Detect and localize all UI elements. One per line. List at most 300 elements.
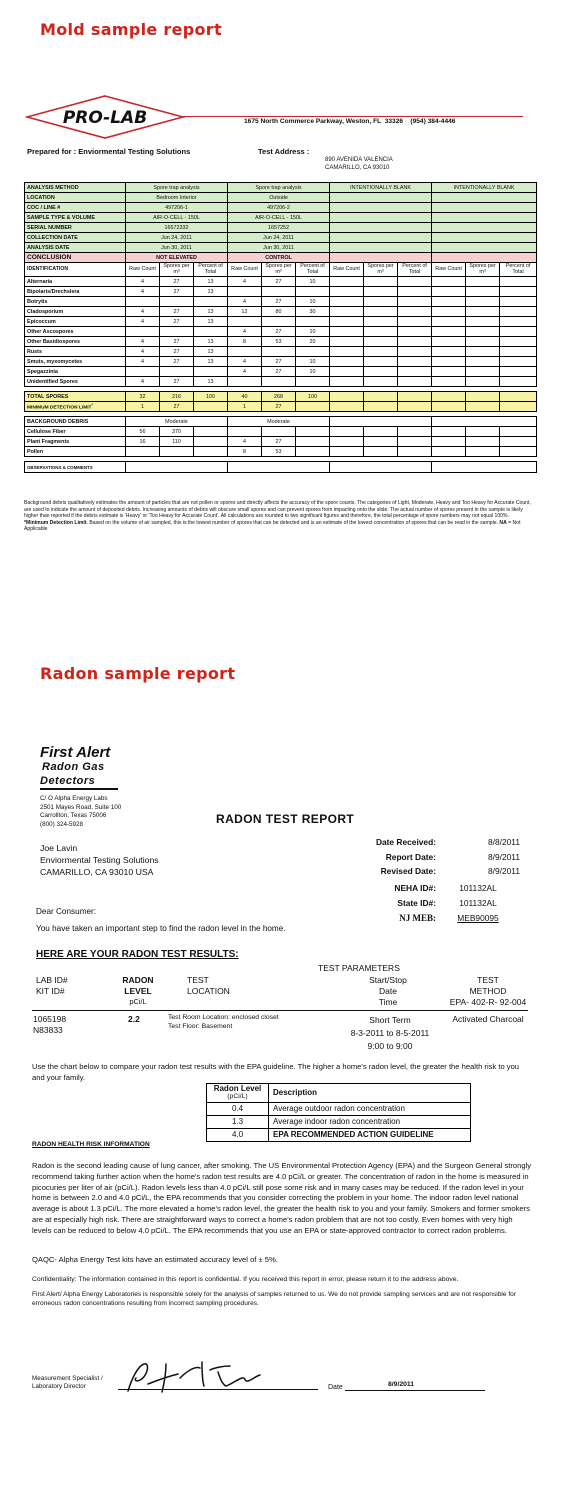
sample1-cell: 13 [194,307,228,317]
ids-block [352,883,520,928]
sample2-cell: 4 [228,297,262,307]
sample2-cell: 4 [228,357,262,367]
header-raw: Raw Count [228,263,262,277]
blank-cell [500,307,537,317]
sample1-cell: 27 [160,377,194,387]
col-test2: TEST [477,975,499,985]
blank-cell [364,392,398,402]
radon-report-title: RADON TEST REPORT [216,812,355,826]
blank-cell [364,427,398,437]
greeting: Dear Consumer: [36,907,97,916]
brand-line1: First Alert [40,744,111,761]
sample2-cell [262,287,296,297]
sample2-cell [296,377,330,387]
sample1-cell: 27 [160,317,194,327]
organism-row [25,377,537,387]
sample1-value: 497206-1 [126,203,228,213]
sample1-cell: 4 [126,337,160,347]
sample4-value [432,213,537,223]
test-address-line1: 890 AVENIDA VALENCIA [325,157,393,163]
lab-address-block [40,795,121,829]
info-label: SAMPLE TYPE & VOLUME [25,213,126,223]
level-desc: Average indoor radon concentration [269,1115,471,1128]
notes-na-text: = Not Applicable [24,519,521,533]
blank-cell [432,437,466,447]
organism-name: Other Basidiospores [25,337,126,347]
organism-row [25,287,537,297]
blank-cell [398,357,432,367]
pro-lab-logo-text: PRO-LAB [62,108,148,128]
date-label: Date Received: [375,837,436,847]
date-label: Report Date: [385,851,436,862]
radon-col-header [118,975,158,1007]
blank-cell [500,287,537,297]
organism-row [25,357,537,367]
sample2-cell: 27 [262,327,296,337]
date-value: 8/9/2011 [488,866,520,876]
organism-name: Botrytis [25,297,126,307]
sample1-cell: 27 [160,357,194,367]
organism-row [25,277,537,287]
id-value: 101132AL [459,883,497,893]
header-spores: Spores per m³ [160,263,194,277]
blank-cell [432,347,466,357]
info-row [25,233,537,243]
debris-sample2-raw: 8 [228,447,262,457]
blank-cell [500,377,537,387]
sample2-cell: 4 [228,327,262,337]
info-row [25,193,537,203]
blank-cell [500,402,537,412]
mdl-sample2-spores: 27 [262,402,296,412]
level-header-row [207,1084,471,1103]
sample4-value: INTENTIONALLY BLANK [432,183,537,193]
blank-cell [466,327,500,337]
health-heading: RADON HEALTH RISK INFORMATION [32,1141,150,1148]
date-value: 8/9/2011 [488,851,520,862]
blank-cell [398,297,432,307]
blank-cell [500,327,537,337]
organism-row [25,307,537,317]
mdl-sample1-raw: 1 [126,402,160,412]
blank-cell [296,437,330,447]
id-label: NJ MEB: [399,913,436,923]
header-raw: Raw Count [126,263,160,277]
blank-cell [398,337,432,347]
sample2-cell: 27 [262,297,296,307]
organism-name: Smuts, myxomycetes [25,357,126,367]
blank-cell [432,357,466,367]
sample1-cell: 4 [126,287,160,297]
id-col-header [36,975,68,997]
blank-cell [466,337,500,347]
blank-cell [330,337,364,347]
sample2-cell: 4 [228,367,262,377]
sample3-value: INTENTIONALLY BLANK [330,183,432,193]
signer-block [32,1375,103,1391]
sample2-cell: 10 [296,327,330,337]
blank-cell [364,337,398,347]
sample2-cell: 27 [262,357,296,367]
info-row [25,203,537,213]
debris-row [25,447,537,457]
blank-cell [466,317,500,327]
blank-cell [330,437,364,447]
blank-cell [466,367,500,377]
id-value: MEB90095 [457,913,499,923]
client-block [40,842,159,879]
sample2-cell: 12 [228,307,262,317]
blank-cell [432,277,466,287]
blank-cell [194,447,228,457]
sample2-cell: 4 [228,277,262,287]
organism-name: Bipolaris/Drechslera [25,287,126,297]
sample2-cell: 27 [262,367,296,377]
observations-cell [330,462,432,473]
sample1-cell: 13 [194,317,228,327]
sample1-cell [126,327,160,337]
organism-row [25,297,537,307]
lab-address: 1675 North Commerce Parkway, Weston, FL 33326 (954) 384-4446 [244,118,456,125]
blank-cell [432,447,466,457]
blank-cell [398,427,432,437]
level-desc: EPA RECOMMENDED ACTION GUIDELINE [269,1128,471,1141]
sample1-cell: 4 [126,277,160,287]
total-sample2: 100 [296,392,330,402]
blank-cell [330,447,364,457]
col-level: LEVEL [124,986,152,997]
organism-name: Epicoccum [25,317,126,327]
blank-cell [364,287,398,297]
mdl-sample1-spores: 27 [160,402,194,412]
info-row [25,243,537,253]
blank-cell [330,307,364,317]
id-row [352,913,520,928]
blank-cell [398,277,432,287]
blank-cell [500,317,537,327]
test-location [168,1013,279,1031]
debris-name: Cellulose Fiber [25,427,126,437]
id-label: State ID#: [397,898,436,908]
blank-cell [330,367,364,377]
level-value: 0.4 [207,1102,269,1115]
signature-line [118,1389,318,1390]
header-spores: Spores per m³ [364,263,398,277]
sample2-value: 1657252 [228,223,330,233]
blank-cell [466,437,500,447]
lab-line4: (800) 324-5928 [40,820,84,828]
blank-cell [466,307,500,317]
total-sample2: 40 [228,392,262,402]
total-sample1: 216 [160,392,194,402]
sample1-cell [194,367,228,377]
sample2-value: Outside [228,193,330,203]
blank-cell [296,402,330,412]
sample2-cell: 27 [262,277,296,287]
sample1-cell: 13 [194,287,228,297]
test-address [325,157,393,172]
sample2-value: AIR-O-CELL - 150L [228,213,330,223]
blank-cell [466,347,500,357]
level-value: 1.3 [207,1115,269,1128]
method-col-header [448,975,528,1008]
sample2-cell [262,317,296,327]
debris-sample1-raw: 56 [126,427,160,437]
sample2-cell: 10 [296,367,330,377]
col-startstop: Start/Stop [369,975,407,985]
sample2-cell: 10 [296,277,330,287]
sample3-value [330,203,432,213]
test-params-label: TEST PARAMETERS [318,963,400,973]
blank-cell [330,327,364,337]
total-sample1: 100 [194,392,228,402]
blank-cell [330,357,364,367]
sample1-value: Spore trap analysis [126,183,228,193]
debris-sample2-raw: 4 [228,437,262,447]
blank-cell [330,392,364,402]
blank-cell [432,377,466,387]
blank-cell [432,367,466,377]
header-pct: Percent of Total [296,263,330,277]
sample2-cell [262,377,296,387]
blank-cell [398,317,432,327]
debris-sample1-count [160,447,194,457]
blank-cell [466,427,500,437]
sample4-value [432,243,537,253]
blank-cell [364,437,398,447]
client-name: Joe Lavin [40,843,78,853]
results-heading: HERE ARE YOUR RADON TEST RESULTS: [36,949,239,960]
blank-cell [432,337,466,347]
sample1-cell [160,297,194,307]
blank-cell [194,427,228,437]
blank-cell [364,297,398,307]
blank-cell [364,317,398,327]
conclusion-sample2: CONTROL [228,253,330,263]
sample1-cell: 13 [194,357,228,367]
header-pct: Percent of Total [194,263,228,277]
lab-id-value: 1065198 [33,1014,67,1024]
test-address-label: Test Address : [258,147,310,156]
blank-cell [364,277,398,287]
blank-cell [500,447,537,457]
blank-cell [364,447,398,457]
notes-na-label: NA [499,519,507,526]
blank-cell [432,392,466,402]
result-ids [33,1014,66,1037]
conclusion-sample3 [330,253,432,263]
header-spores: Spores per m³ [262,263,296,277]
sample2-cell [296,347,330,357]
sample1-cell: 4 [126,377,160,387]
col-epa: EPA- 402-R- 92-004 [449,997,527,1008]
blank-cell [500,277,537,287]
blank-cell [364,357,398,367]
sample3-value [330,193,432,203]
debris-sample1-count: 110 [160,437,194,447]
header-pct: Percent of Total [500,263,537,277]
debris-header-label: BACKGROUND DEBRIS [25,417,126,427]
debris-row [25,437,537,447]
date-label: Date [328,1384,343,1391]
total-label: TOTAL SPORES [25,392,126,402]
blank-cell [466,402,500,412]
col-test: TEST [187,975,209,985]
col-unit: pCi/L [129,997,147,1007]
blank-cell [500,392,537,402]
client-city: CAMARILLO, CA 93010 USA [40,867,154,878]
level-value: 4.0 [207,1128,269,1141]
blank-cell [432,307,466,317]
organism-name: Other Ascospores [25,327,126,337]
info-label: COLLECTION DATE [25,233,126,243]
col-location: LOCATION [187,986,230,997]
sample1-cell [194,327,228,337]
blank-cell [364,307,398,317]
radon-level-value: 2.2 [128,1014,140,1024]
sample1-cell: 13 [194,377,228,387]
sample2-cell: 8 [228,337,262,347]
sample1-cell [126,297,160,307]
id-header-row [25,263,537,277]
info-label: ANALYSIS DATE [25,243,126,253]
debris-name: Plant Fragments [25,437,126,447]
blank-cell [398,347,432,357]
mdl-sample2-raw: 1 [228,402,262,412]
logo-rule [183,116,523,117]
sample4-value [432,193,537,203]
mdl-asterisk: * [91,402,94,408]
blank-cell [330,417,432,427]
debris-sample1-count: 370 [160,427,194,437]
sample2-cell [228,317,262,327]
sample1-value: Bedroom Interior [126,193,228,203]
debris-name: Pollen [25,447,126,457]
info-label: COC / LINE # [25,203,126,213]
info-label: ANALYSIS METHOD [25,183,126,193]
blank-cell [398,392,432,402]
blank-cell [398,327,432,337]
blank-cell [432,317,466,327]
observations-label: OBSERVATIONS & COMMENTS [25,462,126,473]
blank-cell [398,307,432,317]
header-raw: Raw Count [330,263,364,277]
blank-cell [432,417,537,427]
sample4-value [432,203,537,213]
sample3-value [330,243,432,253]
debris-sample2-level: Moderate [228,417,330,427]
debris-sample2-count: 27 [262,437,296,447]
info-label: LOCATION [25,193,126,203]
sample1-cell: 27 [160,307,194,317]
blank-cell [296,427,330,437]
notes-mdl-text: . Based on the volume of air sampled, this is the lowest number of spores that can be detected and is an estimate of the lowest concentration of spores that can be read in the sample. [86,519,498,526]
blank-cell [296,447,330,457]
blank-cell [500,427,537,437]
sample4-value [432,223,537,233]
col-radon: RADON [122,975,154,985]
debris-sample2-raw [228,427,262,437]
header-spores: Spores per m³ [466,263,500,277]
sample2-cell [228,377,262,387]
blank-cell [500,367,537,377]
col-kit-id: KIT ID# [36,986,65,997]
debris-sample2-count [262,427,296,437]
sample1-value: AIR-O-CELL - 150L [126,213,228,223]
col-method: METHOD [469,986,507,997]
lab-line1: C/ O Alpha Energy Labs [40,795,108,802]
sample3-value [330,223,432,233]
blank-cell [466,297,500,307]
pro-lab-logo [25,94,185,140]
blank-cell [398,287,432,297]
prepared-for-label: Prepared for : [27,147,77,156]
observations-cell [432,462,537,473]
blank-cell [432,402,466,412]
lab-line2: 2501 Mayes Road, Suite 100 [40,803,122,811]
col-time: Time [378,997,398,1008]
blank-cell [330,347,364,357]
debris-sample1-raw [126,447,160,457]
first-alert-logo [40,744,118,790]
total-row [25,392,537,402]
id-row [352,883,520,898]
blank-cell [500,437,537,447]
level-row [207,1102,471,1115]
mdl-row [25,402,537,412]
organism-name: Unidentified Spores [25,377,126,387]
blank-cell [364,347,398,357]
blank-cell [432,287,466,297]
lab-line3: Carrollton, Texas 75006 [40,812,107,819]
sign-date: 8/9/2011 [388,1381,415,1388]
blank-cell [500,297,537,307]
blank-cell [330,402,364,412]
blank-cell [364,327,398,337]
id-label: NEHA ID#: [394,883,436,893]
sample1-cell: 4 [126,347,160,357]
sample1-cell: 4 [126,357,160,367]
blank-cell [432,297,466,307]
organism-name: Spegazzinia [25,367,126,377]
sample2-cell: 80 [262,307,296,317]
blank-cell [364,402,398,412]
desc-header: Description [269,1084,471,1103]
organism-row [25,327,537,337]
brand-line2: Radon Gas [42,761,105,773]
blank-cell [364,367,398,377]
sample1-value: 16572332 [126,223,228,233]
observations-row [25,462,537,473]
level-desc: Average outdoor radon concentration [269,1102,471,1115]
mdl-label [25,402,126,412]
dates-col-header [358,975,418,1008]
date-label: Revised Date: [380,866,436,876]
sample1-cell: 27 [160,277,194,287]
sample2-value: Jun 30, 2011 [228,243,330,253]
dates-block [330,837,520,881]
blank-cell [330,317,364,327]
date-value: 8/8/2011 [488,837,520,847]
sample1-cell: 13 [194,277,228,287]
test-address-line2: CAMARILLO, CA 93010 [325,164,390,171]
sample2-cell: 10 [296,357,330,367]
info-row [25,213,537,223]
blank-cell [500,347,537,357]
notes-mdl-label: *Minimum Detection Limit [24,519,87,526]
sample2-cell: 53 [262,337,296,347]
sample2-cell [262,347,296,357]
